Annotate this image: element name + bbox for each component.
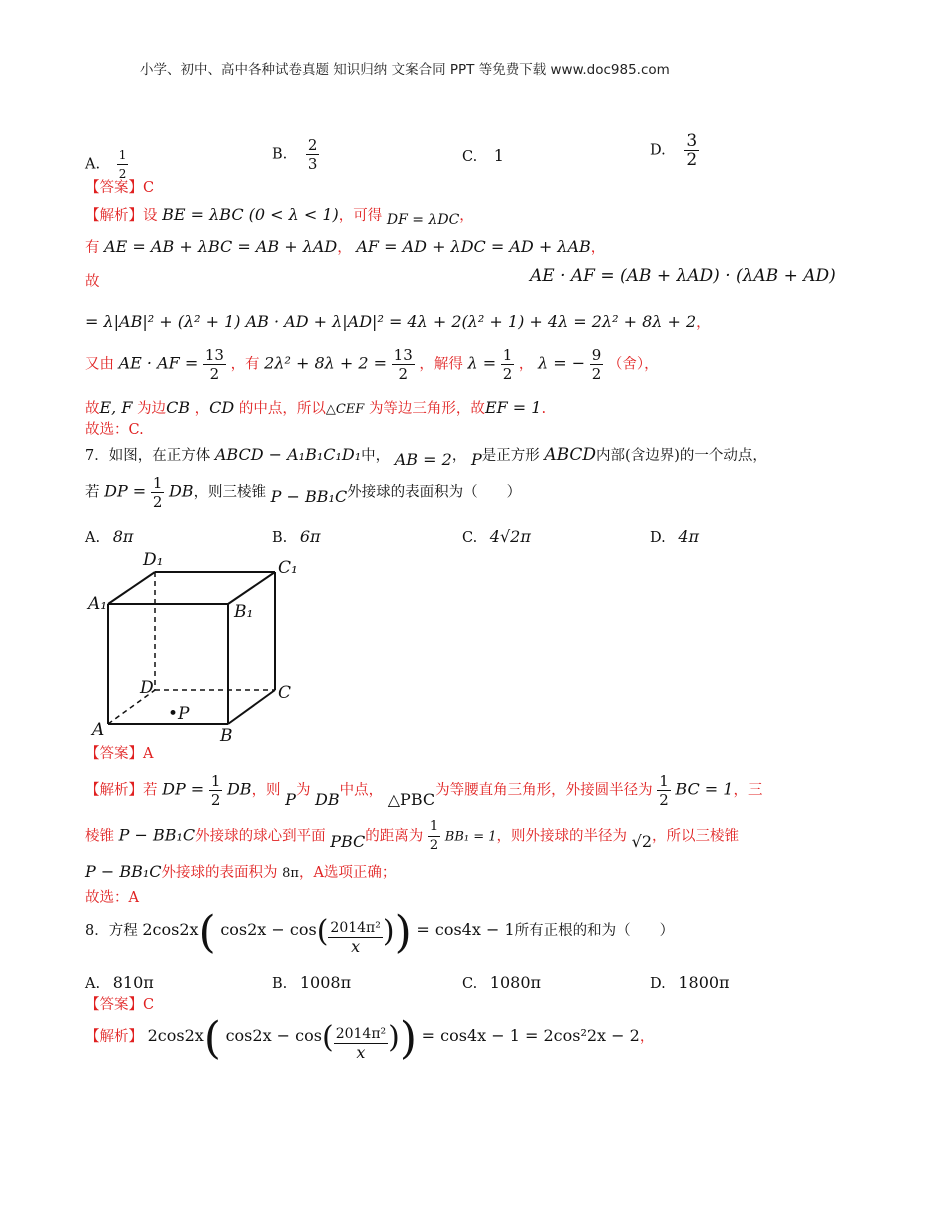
q6-answer: 【答案】C: [85, 180, 155, 196]
q8-option-c: C. 1080π: [462, 973, 542, 992]
q7-choice: 故选：A: [85, 890, 139, 906]
edge-b1c1: [228, 572, 275, 604]
q6-option-d: D. $\frac{3}{2}$: [650, 131, 698, 170]
q7-solution-line3: P − BB₁C外接球的表面积为 8π，A选项正确；: [85, 862, 397, 881]
edge-bc: [228, 690, 275, 724]
q6-option-a: A. $\frac{1}{2}$: [85, 148, 127, 181]
label-d1: D₁: [143, 550, 164, 570]
q6-solution-line6: 故E, F 为边CB ，CD 的中点，所以△CEF 为等边三角形，故EF = 1.: [85, 398, 547, 417]
q7-option-d: D. 4π: [650, 527, 700, 546]
label-a1: A₁: [88, 594, 108, 614]
q8-stem: 8．方程 2cos2x( cos2x − cos( $\frac{\text{2014π²}}{x}$ )) = cos4x − 1所有正根的和为（ ）: [85, 907, 675, 958]
label-c1: C₁: [278, 558, 298, 578]
label-a: A: [92, 720, 105, 740]
cube-figure: [80, 545, 310, 745]
q6-solution-line3-label: 故: [85, 274, 100, 290]
q6-choice: 故选：C.: [85, 422, 144, 438]
q8-option-a: A. 810π: [85, 973, 154, 992]
q8-option-b: B. 1008π: [272, 973, 352, 992]
q7-option-c: C. 4√2π: [462, 527, 531, 546]
q6-solution-line2: 有 AE = AB + λBC = AB + λAD， AF = AD + λDC = AD + λAB，: [85, 237, 606, 256]
label-c: C: [278, 683, 292, 703]
q7-option-a: A. 8π: [85, 527, 134, 546]
q7-option-b: B. 6π: [272, 527, 321, 546]
q6-option-c: C. 1: [462, 146, 504, 165]
page-header: 小学、初中、高中各种试卷真题 知识归纳 文案合同 PPT 等免费下载 www.doc985.com: [140, 62, 670, 78]
q6-option-a-fraction: $\frac{1}{2}$: [118, 148, 127, 181]
label-d: D: [140, 678, 154, 698]
label-b1: B₁: [234, 602, 254, 622]
q7-stem-line2: 若 DP = $\frac{1}{2}$ DB，则三棱锥 P − BB₁C外接球的表面积为（ ）: [85, 474, 522, 511]
q6-solution-line1: 【解析】设 BE = λBC (0 < λ < 1)，可得 DF = λDC，: [85, 205, 474, 228]
label-p: •P: [168, 704, 190, 724]
label-b: B: [220, 726, 233, 745]
q7-solution-line2: 棱锥 P − BB₁C外接球的球心到平面 PBC的距离为 $\frac{1}{2}$ BB₁ = 1，则外接球的半径为 √2，所以三棱锥: [85, 819, 740, 853]
q8-solution-line1: 【解析】 2cos2x( cos2x − cos( $\frac{\text{2014π²}}{x}$ )) = cos4x − 1 = 2cos²2x − 2，: [85, 1013, 655, 1064]
q6-solution-line3-formula: AE · AF = (AB + λAD) · (λAB + AD): [530, 266, 836, 286]
q8-option-d: D. 1800π: [650, 973, 730, 992]
q6-option-d-fraction: $\frac{3}{2}$: [686, 131, 698, 170]
q7-stem-line1: 7．如图，在正方体 ABCD − A₁B₁C₁D₁中， AB = 2， P是正方形 ABCD内部(含边界)的一个动点，: [85, 445, 767, 469]
q6-option-b-fraction: $\frac{2}{3}$: [307, 136, 318, 173]
q6-solution-line4: = λ|AB|² + (λ² + 1) AB · AD + λ|AD|² = 4λ + 2(λ² + 1) + 4λ = 2λ² + 8λ + 2，: [85, 312, 711, 331]
edge-a1d1: [108, 572, 155, 604]
q8-answer: 【答案】C: [85, 997, 155, 1013]
q7-answer: 【答案】A: [85, 746, 154, 762]
q7-solution-line1: 【解析】若 DP = $\frac{1}{2}$ DB，则 P为 DB中点， △PBC为等腰直角三角形，外接圆半径为 $\frac{1}{2}$ BC = 1，三: [85, 772, 763, 809]
q6-solution-line5: 又由 AE · AF = $\frac{13}{2}$ ，有 2λ² + 8λ + 2 = $\frac{13}{2}$ ，解得 λ = $\frac{1}{2}$ ， λ = − $\frac{9}{2}$ （舍），: [85, 346, 659, 383]
q6-option-b: B. $\frac{2}{3}$: [272, 136, 318, 173]
